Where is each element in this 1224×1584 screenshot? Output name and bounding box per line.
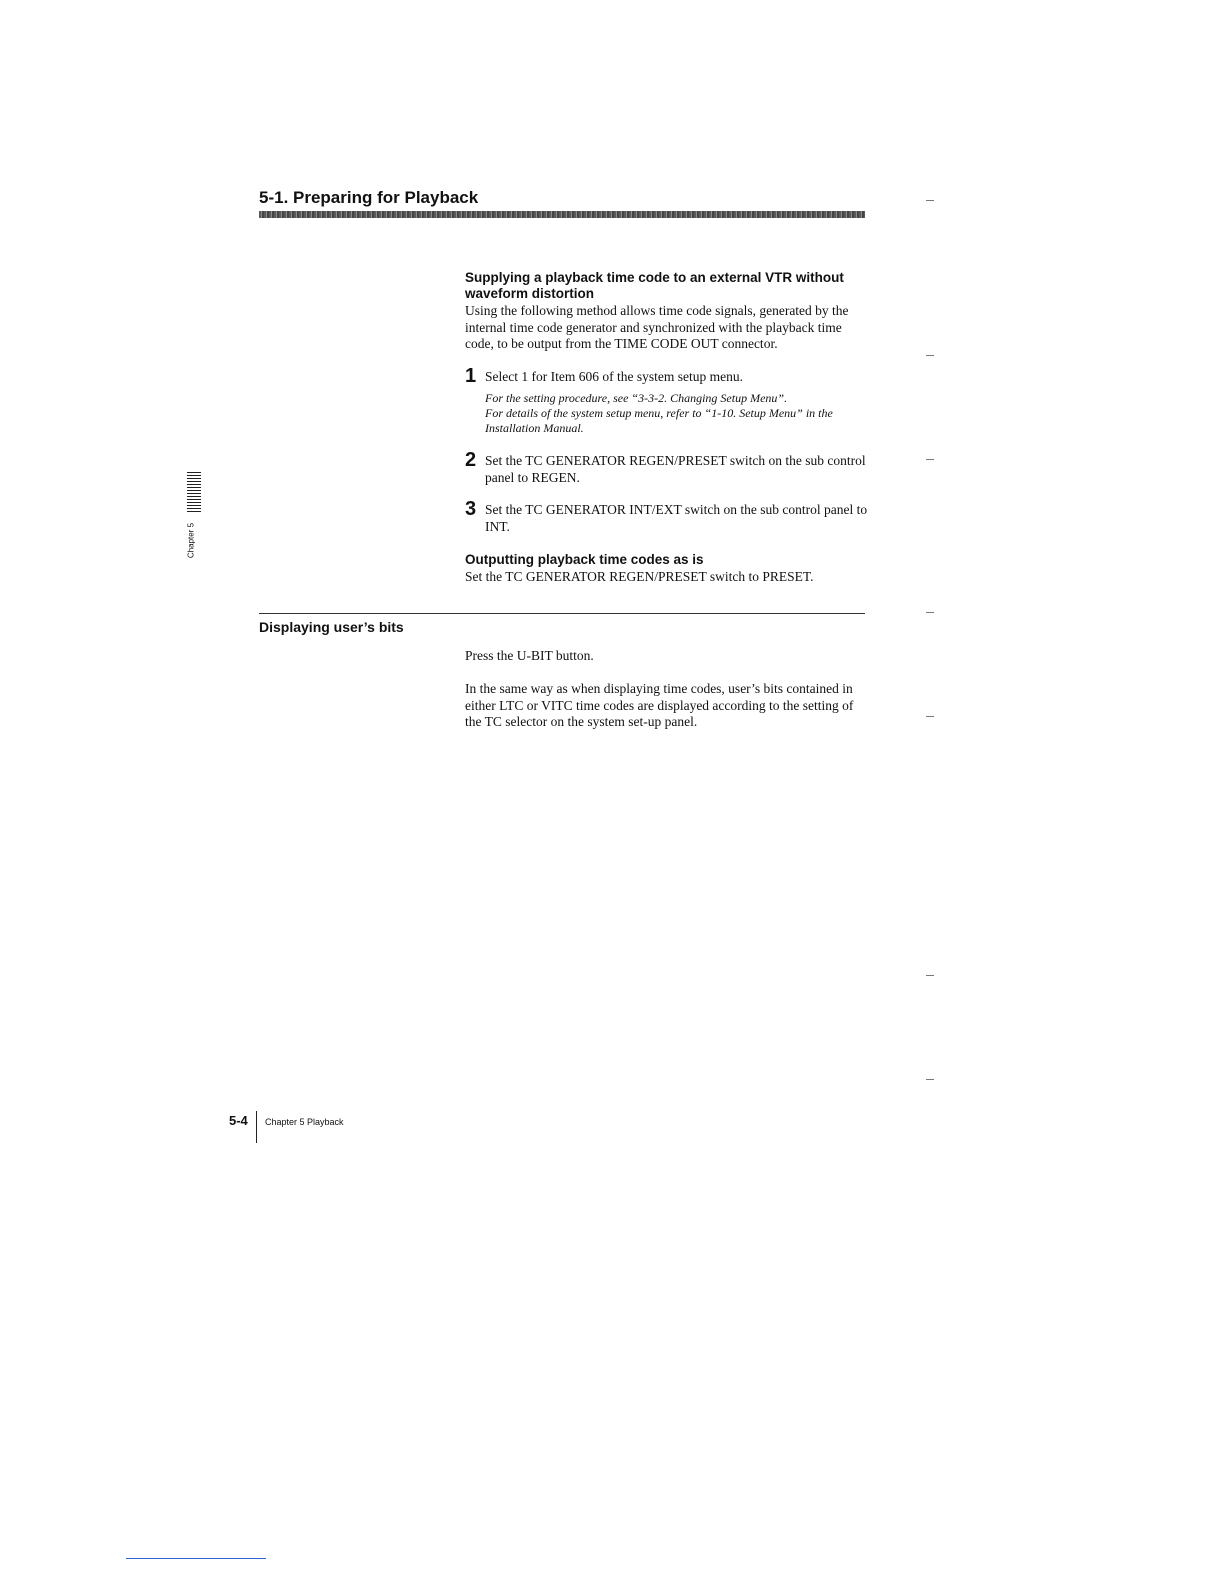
section-title: 5-1. Preparing for Playback (259, 188, 479, 207)
step-1-text: Select 1 for Item 606 of the system setup menu. (485, 369, 743, 384)
margin-tick (926, 459, 934, 460)
step-3-text: Set the TC GENERATOR INT/EXT switch on the sub control panel to INT. (485, 502, 868, 534)
step-2-text: Set the TC GENERATOR REGEN/PRESET switch on the sub control panel to REGEN. (485, 453, 866, 485)
chapter-side-tab (183, 470, 205, 565)
supply-timecode-heading: Supplying a playback time code to an external VTR without waveform distortion (465, 270, 844, 301)
user-bits-heading: Displaying user’s bits (259, 619, 404, 635)
margin-tick (926, 355, 934, 356)
output-timecode-heading: Outputting playback time codes as is (465, 552, 704, 567)
supply-timecode-intro: Using the following method allows time code signals, generated by the internal time code generator and synchronized with the playback time code, to be output from the TIME CODE OUT connector. (465, 303, 849, 352)
margin-tick (926, 716, 934, 717)
margin-tick (926, 1079, 934, 1080)
chapter-tab-bars (187, 470, 201, 512)
title-rule (259, 211, 865, 218)
page-number: 5-4 (229, 1113, 248, 1128)
margin-tick (926, 200, 934, 201)
user-bits-step: Press the U-BIT button. (465, 648, 594, 663)
margin-tick (926, 975, 934, 976)
user-bits-description: In the same way as when displaying time codes, user’s bits contained in either LTC or VITC time codes are displayed according to the setting of the TC selector on the system set-up panel. (465, 681, 854, 730)
step-1-note-1: For the setting procedure, see “3-3-2. Changing Setup Menu”. (485, 391, 788, 405)
footer-divider (256, 1111, 257, 1143)
output-timecode-text: Set the TC GENERATOR REGEN/PRESET switch to PRESET. (465, 569, 814, 584)
chapter-tab-label: Chapter 5 (186, 522, 196, 559)
step-1-number: 1 (465, 365, 477, 387)
section-divider (259, 613, 865, 614)
margin-tick (926, 612, 934, 613)
bottom-underline (126, 1558, 266, 1559)
step-1-note-2: For details of the system setup menu, refer to “1-10. Setup Menu” in the Installation Manual. (485, 406, 833, 435)
step-2-number: 2 (465, 449, 477, 471)
footer-chapter-label: Chapter 5 Playback (265, 1117, 344, 1127)
step-3-number: 3 (465, 498, 477, 520)
